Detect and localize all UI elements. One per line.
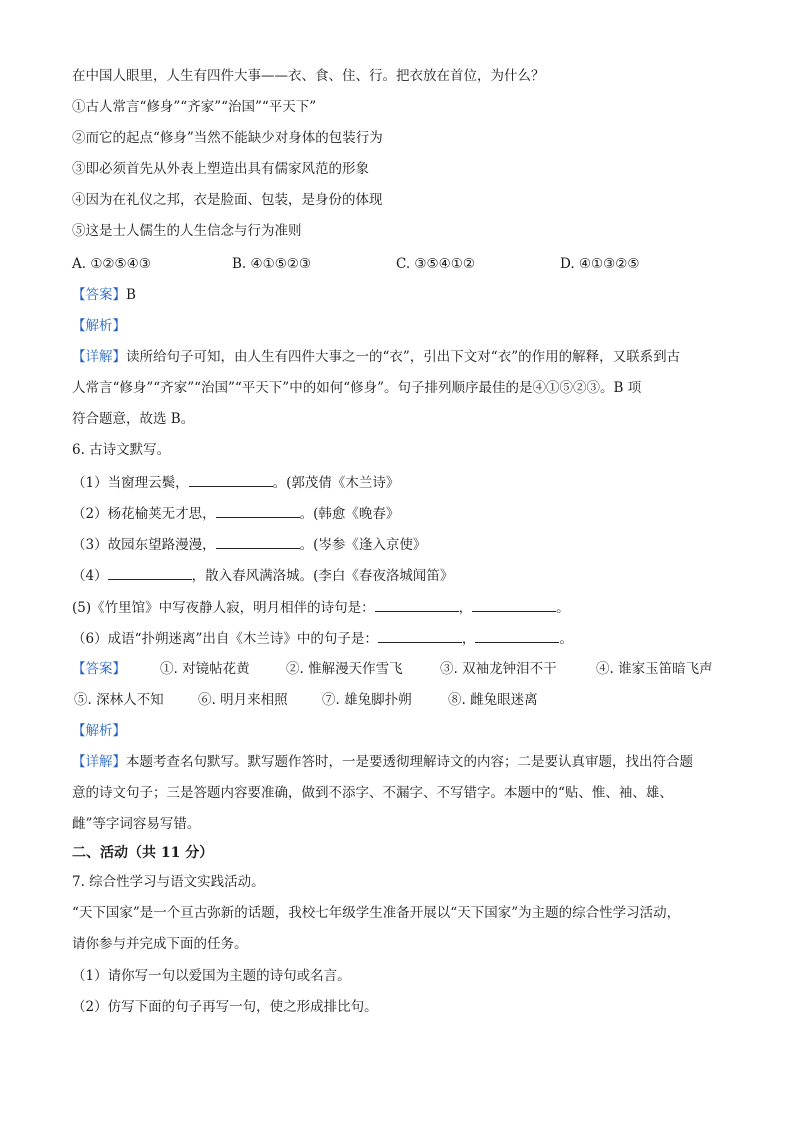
answer-blank bbox=[216, 503, 300, 518]
q6-item-5 bbox=[72, 597, 734, 618]
q6-item-4-source: ，散入春风满洛城。(李白《春夜洛城闻笛》 bbox=[191, 568, 454, 584]
answer-tag: 【答案】 bbox=[72, 287, 126, 303]
q5-option-a: A. ①②⑤④③ bbox=[72, 256, 151, 272]
q5-sentence-2: ②而它的起点“修身”当然不能缺少对身体的包装行为 bbox=[72, 130, 383, 146]
q6-item-5-prefix: (5)《竹里馆》中写夜静人寂，明月相伴的诗句是： bbox=[72, 600, 375, 616]
q6-item-2 bbox=[72, 503, 734, 524]
q6-item-6 bbox=[72, 628, 734, 649]
q6-item-5-end: 。 bbox=[556, 600, 570, 616]
q6-answer-2: ②. 惟解漫天作雪飞 bbox=[286, 661, 403, 677]
q7-task-2: （2）仿写下面的句子再写一句，使之形成排比句。 bbox=[72, 999, 378, 1015]
q6-answer-6: ⑥. 明月来相照 bbox=[198, 692, 288, 708]
q6-item-5-comma: ， bbox=[458, 600, 473, 616]
answer-blank bbox=[216, 534, 300, 549]
q6-item-6-comma: ， bbox=[461, 631, 476, 647]
q5-option-b: B. ④①⑤②③ bbox=[232, 256, 312, 272]
q6-answer-1: ①. 对镜帖花黄 bbox=[160, 661, 250, 677]
answer-blank bbox=[189, 472, 273, 487]
q5-stem: 在中国人眼里，人生有四件大事——衣、食、住、行。把衣放在首位，为什么？ bbox=[72, 68, 545, 84]
q6-item-6-end: 。 bbox=[559, 631, 573, 647]
q6-answer-5: ⑤. 深林人不知 bbox=[74, 692, 164, 708]
detail-text: 本题考查名句默写。默写题作答时，一是要透彻理解诗文的内容；二是要认真审题，找出符合题 bbox=[126, 754, 693, 770]
q6-item-3-source: 。(岑参《逢入京使》 bbox=[299, 537, 427, 553]
q6-item-2-source: 。(韩愈《晚春》 bbox=[299, 506, 400, 522]
q6-detail-line-3: 雌”等字词容易写错。 bbox=[72, 816, 201, 832]
q5-detail-line-3: 符合题意，故选 B。 bbox=[72, 411, 195, 427]
q6-detail-line-1 bbox=[72, 752, 734, 772]
detail-tag: 【详解】 bbox=[72, 754, 126, 770]
q6-title: 6. 古诗文默写。 bbox=[72, 442, 171, 458]
answer-blank bbox=[472, 597, 556, 612]
q5-sentence-3: ③即必须首先从外表上塑造出具有儒家风范的形象 bbox=[72, 161, 369, 177]
q6-answer-tag: 【答案】 bbox=[72, 661, 126, 677]
q6-item-3 bbox=[72, 534, 734, 555]
analysis-tag: 【解析】 bbox=[72, 318, 126, 334]
q6-detail-line-2: 意的诗文句子；三是答题内容要准确，做到不添字、不漏字、不写错字。本题中的“贴、惟、袖、雄、 bbox=[72, 785, 673, 801]
q5-answer bbox=[72, 285, 734, 305]
q5-detail-line-1 bbox=[72, 347, 734, 367]
q6-item-1-prefix: （1）当窗理云鬓， bbox=[72, 475, 189, 491]
q5-sentence-4: ④因为在礼仪之邦，衣是脸面、包装，是身份的体现 bbox=[72, 192, 383, 208]
q6-answer-4: ④. 谁家玉笛暗飞声 bbox=[596, 661, 713, 677]
q6-item-1-source: 。(郭茂倩《木兰诗》 bbox=[272, 475, 400, 491]
answer-blank bbox=[475, 628, 559, 643]
q6-item-3-prefix: （3）故园东望路漫漫， bbox=[72, 537, 216, 553]
answer-blank bbox=[375, 597, 459, 612]
answer-blank bbox=[378, 628, 462, 643]
q5-option-d: D. ④①③②⑤ bbox=[560, 256, 640, 272]
q5-detail-line-2: 人常言“修身”“齐家”“治国”“平天下”中的如何“修身”。句子排列顺序最佳的是④①⑤②③。B 项 bbox=[72, 380, 642, 396]
q5-sentence-5: ⑤这是士人儒生的人生信念与行为准则 bbox=[72, 223, 302, 239]
q7-task-1: （1）请你写一句以爱国为主题的诗句或名言。 bbox=[72, 968, 351, 984]
q7-title: 7. 综合性学习与语文实践活动。 bbox=[72, 874, 265, 890]
detail-tag: 【详解】 bbox=[72, 349, 126, 365]
q6-answer-7: ⑦. 雄兔脚扑朔 bbox=[322, 692, 412, 708]
q6-item-1 bbox=[72, 472, 734, 493]
detail-text: 读所给句子可知，由人生有四件大事之一的“衣”，引出下文对“衣”的作用的解释，又联系到古 bbox=[126, 349, 681, 365]
analysis-tag: 【解析】 bbox=[72, 723, 126, 739]
answer-blank bbox=[108, 565, 192, 580]
q5-sentence-1: ①古人常言“修身”“齐家”“治国”“平天下” bbox=[72, 99, 317, 115]
q7-intro-line-2: 请你参与并完成下面的任务。 bbox=[72, 936, 248, 952]
q6-item-6-prefix: （6）成语“扑朔迷离”出自《木兰诗》中的句子是： bbox=[72, 631, 378, 647]
q6-answer-3: ③. 双袖龙钟泪不干 bbox=[440, 661, 557, 677]
section-heading: 二、活动（共 11 分） bbox=[72, 845, 214, 861]
q6-item-4 bbox=[72, 565, 734, 586]
q6-item-2-prefix: （2）杨花榆荚无才思， bbox=[72, 506, 216, 522]
q7-intro-line-1: “天下国家”是一个亘古弥新的话题，我校七年级学生准备开展以“天下国家”为主题的综合性学习活动， bbox=[72, 905, 681, 921]
q5-option-c: C. ③⑤④①② bbox=[396, 256, 475, 272]
answer-value: B bbox=[126, 287, 136, 303]
q6-answer-8: ⑧. 雌兔眼迷离 bbox=[448, 692, 538, 708]
q5-analysis bbox=[72, 316, 734, 336]
q6-item-4-prefix: （4） bbox=[72, 568, 108, 584]
q6-analysis bbox=[72, 721, 734, 741]
